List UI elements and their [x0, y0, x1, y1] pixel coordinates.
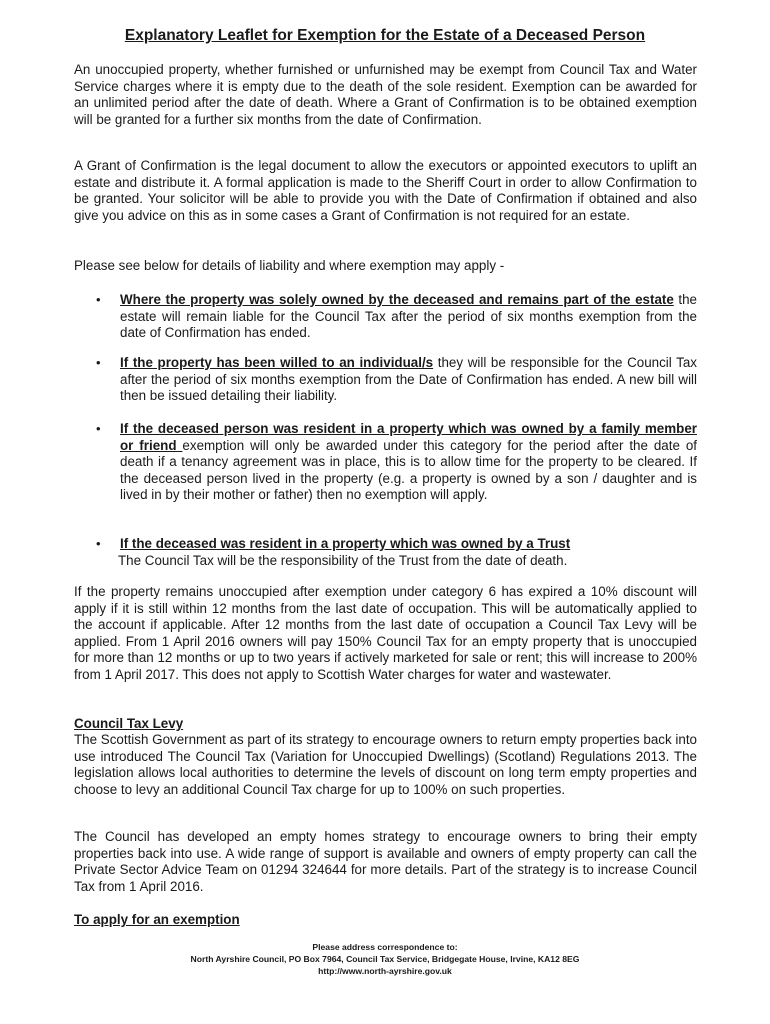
bullet-item — [120, 421, 697, 504]
bullet-item — [120, 355, 697, 405]
bullet-heading: Where the property was solely owned by the deceased and remains part of the estate — [120, 292, 674, 307]
bullet-item — [120, 292, 697, 342]
bullet-icon: • — [96, 536, 101, 551]
bullet-heading: If the deceased person was resident in a property which was owned by a family member or friend — [120, 421, 697, 453]
footer-url[interactable]: http://www.north-ayrshire.gov.uk — [318, 966, 452, 976]
footer-line: Please address correspondence to: — [312, 942, 458, 952]
bullet-icon: • — [96, 421, 101, 436]
bullet-text: The Council Tax will be the responsibility of the Trust from the date of death. — [118, 552, 568, 568]
bullet-icon: • — [96, 292, 101, 307]
bullet-icon: • — [96, 355, 101, 370]
apply-heading: To apply for an exemption — [74, 912, 240, 927]
see-below-paragraph: Please see below for details of liability and where exemption may apply - — [74, 258, 505, 273]
footer-address: North Ayrshire Council, PO Box 7964, Council Tax Service, Bridgegate House, Irvine, KA12 8EG — [190, 954, 580, 964]
levy-heading: Council Tax Levy — [74, 716, 184, 731]
bullet-item — [118, 536, 695, 569]
page-title: Explanatory Leaflet for Exemption for the Estate of a Deceased Person — [124, 27, 646, 44]
levy-paragraph: The Scottish Government as part of its strategy to encourage owners to return empty properties back into use introduced The Council Tax (Variation for Unoccupied Dwellings) (Scotland) Regulations 2013. The legislation allows local authorities to determine the levels of discount on long term empty properties and choose to levy an additional Council Tax charge for up to 100% on such properties. — [74, 732, 697, 797]
bullet-text: the estate will remain liable for the Council Tax after the period of six months exemption from the date of Confirmation has ended. — [120, 292, 697, 341]
after-exemption-paragraph: If the property remains unoccupied after exemption under category 6 has expired a 10% discount will apply if it is still within 12 months from the last date of occupation. This will be automatically applied to the account if applicable. After 12 months from the last date of occupation a Council Tax Levy will be applied. From 1 April 2016 owners will pay 150% Council Tax for an empty property that is unoccupied for more than 12 months or up to two years if actively marketed for sale or rent; this will increase to 200% from 1 April 2017. This does not apply to Scottish Water charges for water and wastewater. — [74, 584, 697, 682]
bullet-text: exemption will only be awarded under this category for the period after the date of death if a tenancy agreement was in place, this is to allow time for the property to be cleared. If the deceased person lived in the property (e.g. a property is owned by a son / daughter and is lived in by their mother or father) then no exemption will apply. — [120, 437, 697, 503]
bullet-text: they will be responsible for the Council Tax after the period of six months exemption from the Date of Confirmation has ended. A new bill will then be issued detailing their liability. — [120, 355, 697, 404]
grant-paragraph: A Grant of Confirmation is the legal document to allow the executors or appointed executors to uplift an estate and distribute it. A formal application is made to the Sheriff Court in order to allow Confirmation to be granted. Your solicitor will be able to provide you with the Date of Confirmation if obtained and also give you advice on this as in some cases a Grant of Confirmation is not required for an estate. — [74, 158, 697, 223]
intro-paragraph: An unoccupied property, whether furnished or unfurnished may be exempt from Council Tax and Water Service charges where it is empty due to the death of the sole resident. Exemption can be awarded for an unlimited period after the date of death. Where a Grant of Confirmation is to be obtained exemption will be granted for a further six months from the date of Confirmation. — [74, 62, 697, 127]
strategy-paragraph: The Council has developed an empty homes strategy to encourage owners to bring their empty properties back into use. A wide range of support is available and owners of empty property can call the Private Sector Advice Team on 01294 324644 for more details. Part of the strategy is to increase Council Tax from 1 April 2016. — [74, 829, 697, 894]
bullet-heading: If the property has been willed to an individual/s — [120, 355, 434, 370]
bullet-heading: If the deceased was resident in a property which was owned by a Trust — [120, 536, 571, 551]
